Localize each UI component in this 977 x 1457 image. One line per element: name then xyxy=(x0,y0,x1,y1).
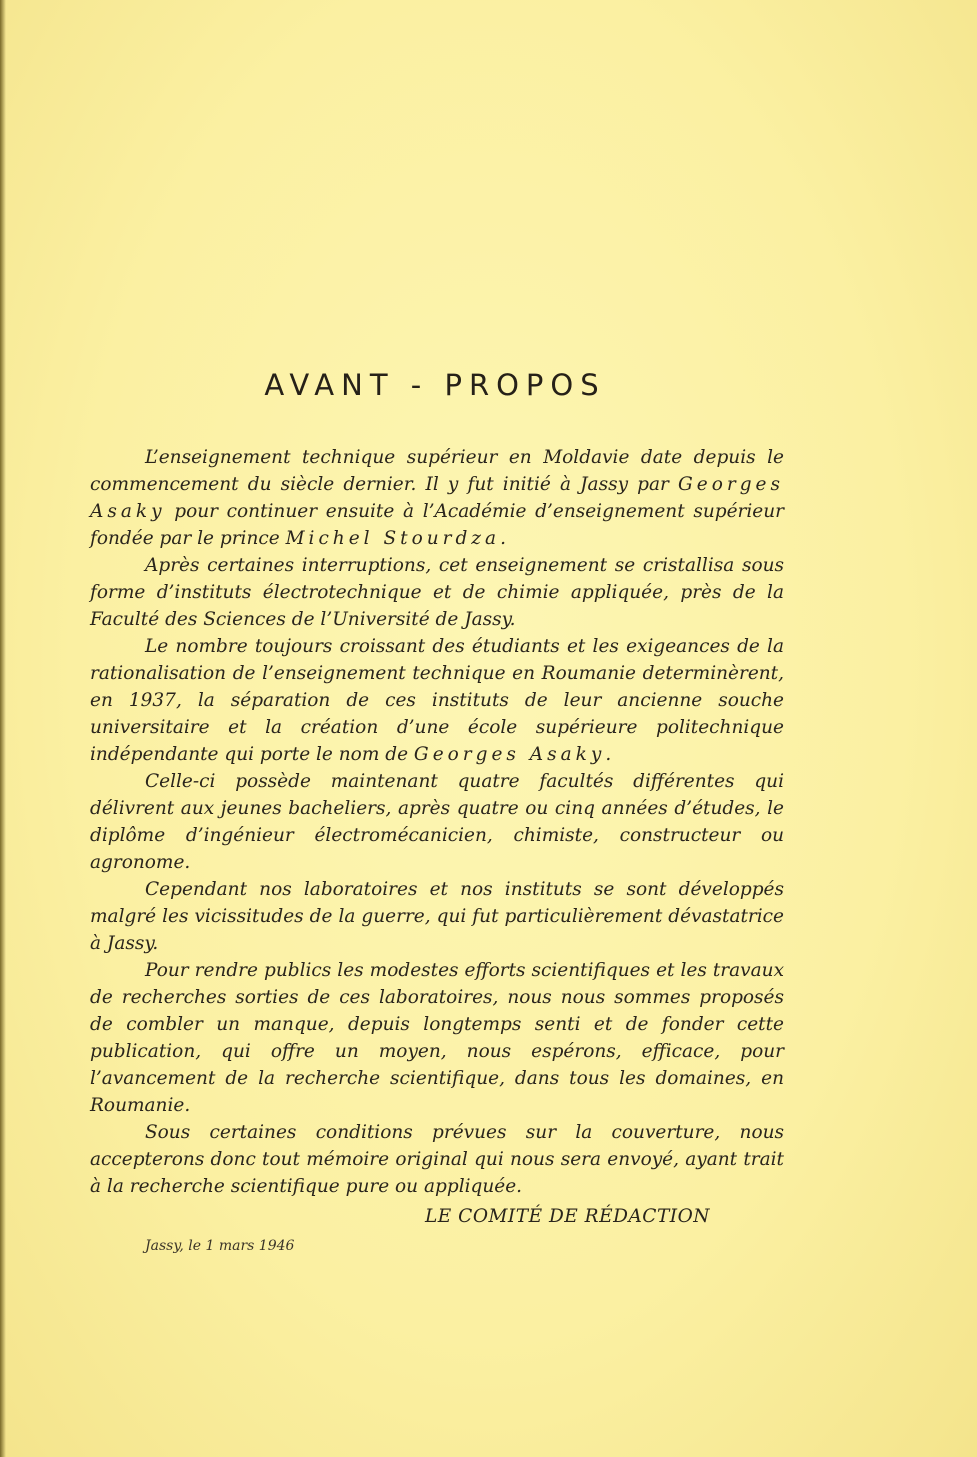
paragraph-3 xyxy=(90,633,784,768)
paragraph-1 xyxy=(90,444,784,552)
person-name-asaky-2: Georges Asaky xyxy=(413,744,606,765)
paragraph-1-text-a: L’enseignement technique supérieur en Moldavie date depuis le commencement du siècle dernier. Il y fut initié à Jassy par xyxy=(90,447,784,495)
paragraph-7: Sous certaines conditions prévues sur la couverture, nous accepterons donc tout mémoire original qui nous sera envoyé, ayant trait à la recherche scientifique pure ou appliquée. xyxy=(90,1122,784,1197)
foreword-body xyxy=(90,444,784,1200)
person-name-stourdza: Michel Stourdza xyxy=(285,528,501,549)
paragraph-2: Après certaines interruptions, cet enseignement se cristallisa sous forme d’instituts électrotechnique et de chimie appliquée, près de la Faculté des Sciences de l’Université de Jassy. xyxy=(90,555,784,630)
signature: LE COMITÉ DE RÉDACTION xyxy=(425,1206,710,1227)
paragraph-1-text-c: . xyxy=(500,528,506,549)
paragraph-4: Celle-ci possède maintenant quatre facultés différentes qui délivrent aux jeunes bacheliers, après quatre ou cinq années d’études, le diplôme d’ingénieur électromécanicien, chimiste, constructeur ou agronome. xyxy=(90,771,784,873)
paragraph-3-text-b: . xyxy=(605,744,612,765)
paragraph-6: Pour rendre publics les modestes efforts scientifiques et les travaux de recherches sorties de ces laboratoires, nous nous sommes proposés de combler un manque, depuis longtemps senti et de fonder cette publication, qui offre un moyen, nous espérons, efficace, pour l’avancement de la recherche scientifique, dans tous les domaines, en Roumanie. xyxy=(90,960,784,1116)
paragraph-5: Cependant nos laboratoires et nos instituts se sont développés malgré les vicissitudes de la guerre, qui fut particulièrement dévastatrice à Jassy. xyxy=(90,879,784,954)
page-edge-shadow xyxy=(0,0,6,1457)
paragraph-1-text-b: pour continuer ensuite à l’Académie d’enseignement supérieur fondée par le prince xyxy=(90,501,784,549)
page-title: AVANT - PROPOS xyxy=(264,368,606,402)
paragraph-3-text-a: Le nombre toujours croissant des étudiants et les exigeances de la rationalisation de l’enseignement technique en Roumanie determinèrent, en 1937, la séparation de ces instituts de leur ancienne souche universitaire et la création d’une école supérieure politechnique indépendante qui porte le nom de xyxy=(90,636,784,765)
person-name-asaky: Georges Asaky xyxy=(90,474,784,522)
dateline: Jassy, le 1 mars 1946 xyxy=(145,1238,295,1254)
